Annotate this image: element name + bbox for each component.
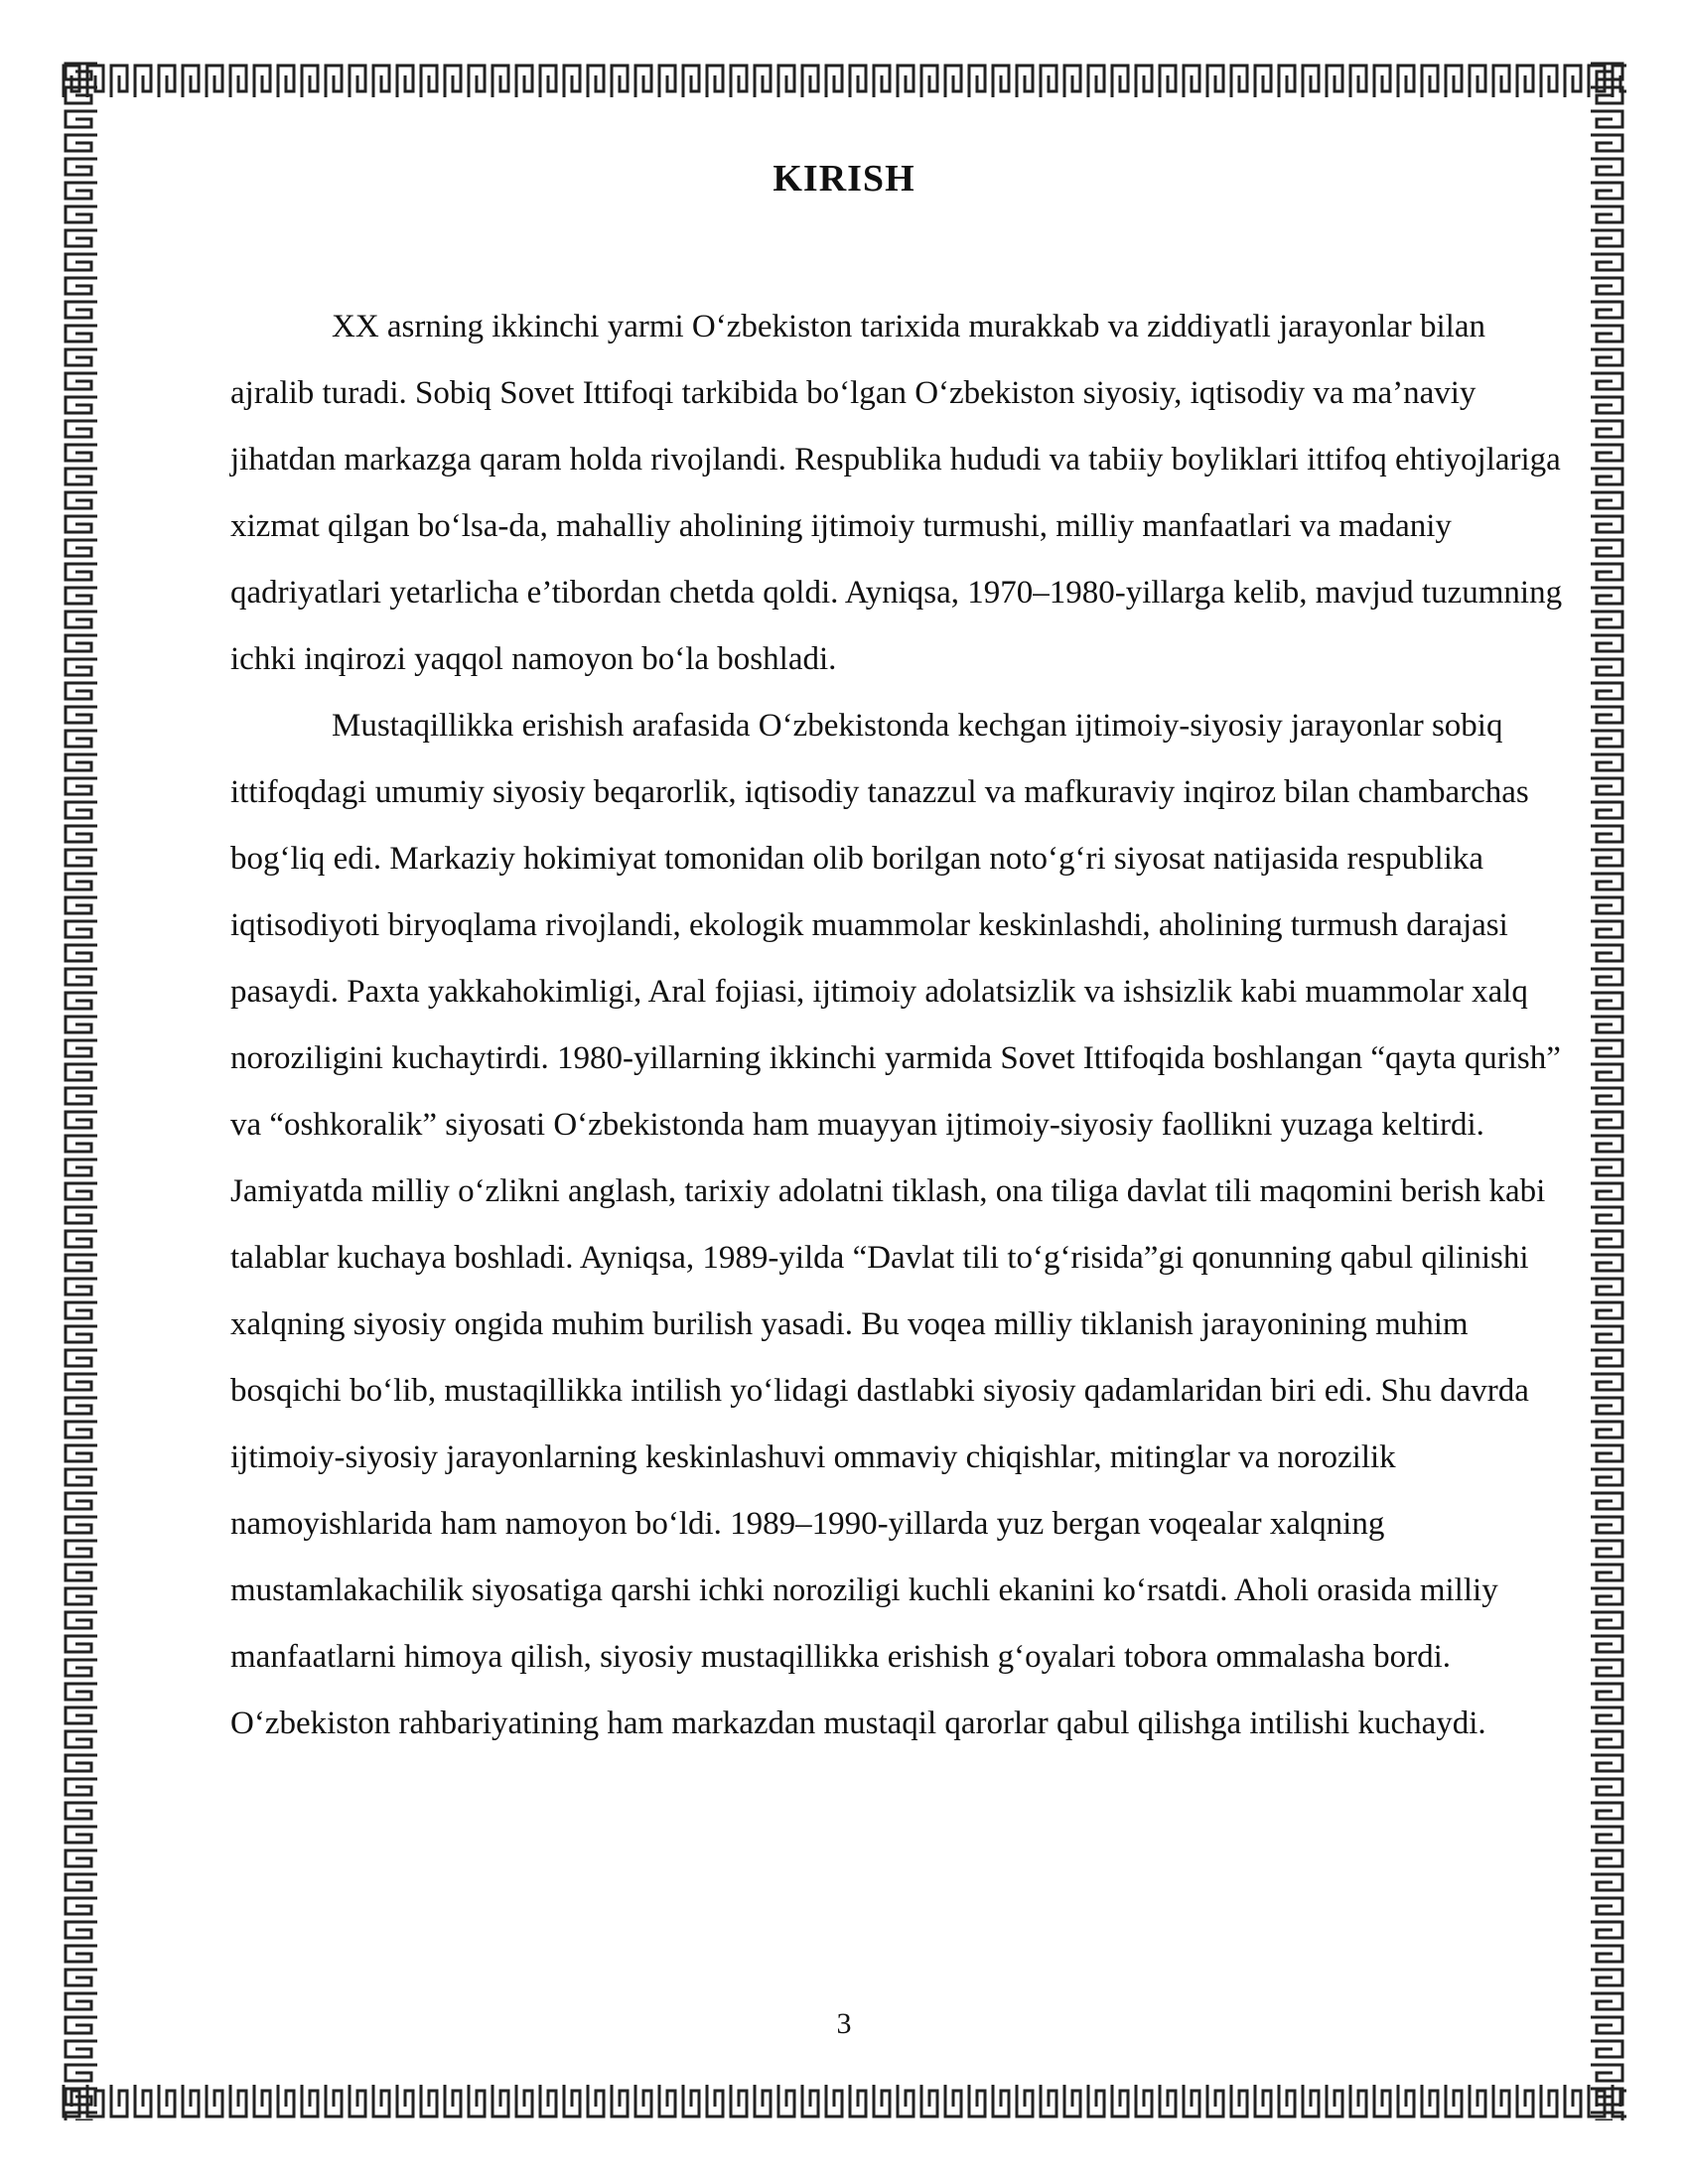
meander-border-bottom-icon [62, 2083, 1626, 2120]
paragraph-1: XX asrning ikkinchi yarmi O‘zbekiston tarixida murakkab va ziddiyatli jarayonlar bilan ajralib turadi. Sobiq Sovet Ittifoqi tarkibida bo‘lgan O‘zbekiston siyosiy, iqtisodiy va ma’naviy jihatdan markazga qaram holda rivojlandi. Respublika hududi va tabiiy boyliklari ittifoq ehtiyojlariga xizmat qilgan bo‘lsa-da, mahalliy aholining ijtimoiy turmushi, milliy manfaatlari va madaniy qadriyatlari yetarlicha e’tibordan chetda qoldi. Ayniqsa, 1970–1980-yillarga kelib, mavjud tuzumning ichki inqirozi yaqqol namoyon bo‘la boshladi. [230, 309, 1563, 677]
page-number: 3 [836, 2007, 852, 2040]
paragraph-2: Mustaqillikka erishish arafasida O‘zbekistonda kechgan ijtimoiy-siyosiy jarayonlar sobiq ittifoqdagi umumiy siyosiy beqarorlik, iqtisodiy tanazzul va mafkuraviy inqiroz bilan chambarchas bog‘liq edi. Markaziy hokimiyat tomonidan olib borilgan noto‘g‘ri siyosat natijasida respublika iqtisodiyoti biryoqlama rivojlandi, ekologik muammolar keskinlashdi, aholining turmush darajasi pasaydi. Paxta yakkahokimligi, Aral fojiasi, ijtimoiy adolatsizlik va ishsizlik kabi muammolar xalq noroziligini kuchaytirdi. 1980-yillarning ikkinchi yarmida Sovet Ittifoqida boshlangan “qayta qurish” va “oshkoralik” siyosati O‘zbekistonda ham muayyan ijtimoiy-siyosiy faollikni yuzaga keltirdi. Jamiyatda milliy o‘zlikni anglash, tarixiy adolatni tiklash, ona tiliga davlat tili maqomini berish kabi talablar kuchaya boshladi. Ayniqsa, 1989-yilda “Davlat tili to‘g‘risida”gi qonunning qabul qilinishi xalqning siyosiy ongida muhim burilish yasadi. Bu voqea milliy tiklanish jarayonining muhim bosqichi bo‘lib, mustaqillikka intilish yo‘lidagi dastlabki siyosiy qadamlaridan biri edi. Shu davrda ijtimoiy-siyosiy jarayonlarning keskinlashuvi ommaviy chiqishlar, mitinglar va norozilik namoyishlarida ham namoyon bo‘ldi. 1989–1990-yillarda yuz bergan voqealar xalqning mustamlakachilik siyosatiga qarshi ichki noroziligi kuchli ekanini ko‘rsatdi. Aholi orasida milliy manfaatlarni himoya qilish, siyosiy mustaqillikka erishish g‘oyalari tobora ommalasha bordi. O‘zbekiston rahbariyatining ham markazdan mustaqil qarorlar qabul qilishga intilishi kuchaydi. [230, 708, 1561, 1741]
body-text [230, 294, 1573, 1757]
page-title: KIRISH [773, 158, 915, 200]
meander-border-top-icon [62, 62, 1626, 99]
meander-border-right-icon [1589, 62, 1626, 2120]
meander-border-left-icon [62, 62, 99, 2120]
